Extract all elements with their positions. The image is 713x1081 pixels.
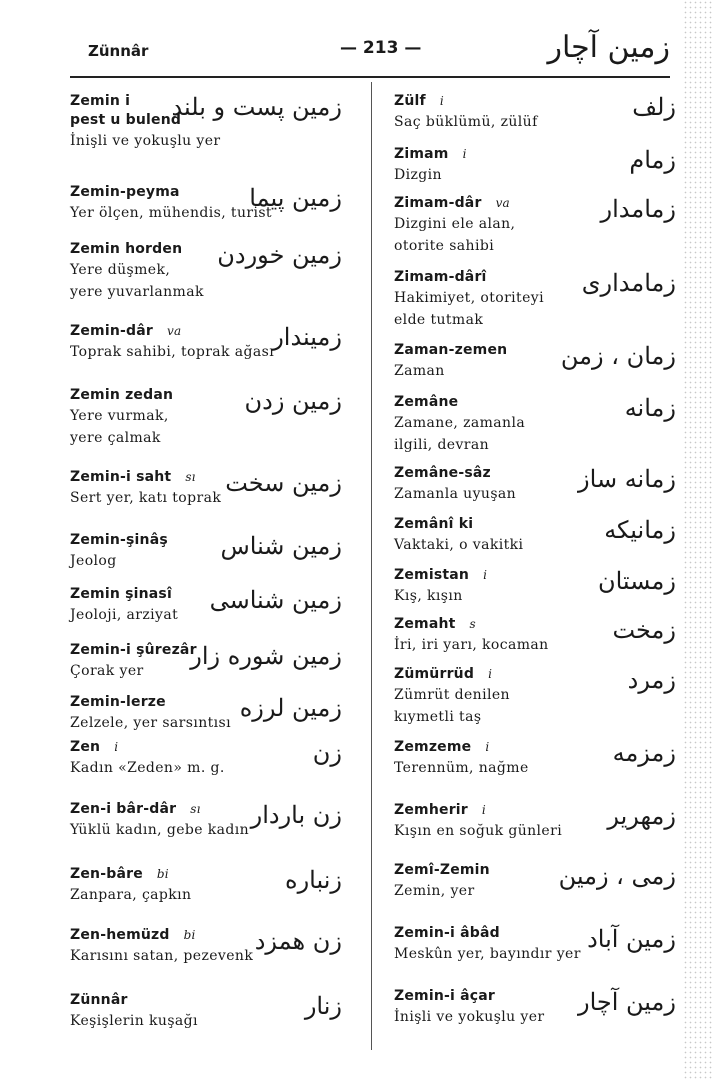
dictionary-entry [70,322,350,363]
dictionary-entry [394,268,684,331]
entry-definition: Zanpara, çapkın [70,887,192,903]
entry-definition: Zamanla uyuşan [394,486,517,502]
entry-grammar-tag: bi [183,928,196,942]
entry-definition: İnişli ve yokuşlu yer [394,1009,545,1025]
entry-headword: Zemistan [394,567,470,583]
entry-arabic-script: زمزمه [612,739,676,767]
header-rule [70,76,670,78]
entry-grammar-tag: i [114,740,119,754]
entry-arabic-script: زمیندار [272,323,342,351]
entry-headword: Zemin zedan [70,387,174,403]
entry-definition: kıymetli taş [394,709,482,725]
entry-arabic-script: زمین شوره زار [190,642,342,670]
entry-headword: Zemin i [70,93,131,109]
entry-arabic-script: زمین آچار [578,988,676,1016]
dictionary-entry [394,924,684,965]
entry-headword: Zümürrüd [394,666,475,682]
entry-headword: Zülf [394,93,426,109]
entry-definition: yere yuvarlanmak [70,284,204,300]
entry-arabic-script: زمامداری [581,269,676,297]
entry-definition: Yere vurmak, [70,408,169,424]
entry-grammar-tag: sı [190,802,201,816]
entry-definition: elde tutmak [394,312,484,328]
dictionary-entry [394,145,684,186]
entry-headword: Zemin-i saht [70,469,172,485]
entry-definition: Zamane, zamanla [394,415,526,431]
entry-arabic-script: زمخت [612,616,676,644]
entry-headword: Zemin-şinâş [70,532,168,548]
dictionary-entry [70,585,350,626]
entry-definition: Zelzele, yer sarsıntısı [70,715,232,731]
entry-definition: Jeoloji, arziyat [70,607,179,623]
header-guide-word: Zünnâr [88,42,149,60]
entry-grammar-tag: i [485,740,490,754]
entry-definition: Kış, kışın [394,588,463,604]
dictionary-entry [70,991,350,1032]
entry-grammar-tag: i [462,147,467,161]
entry-definition: Zaman [394,363,445,379]
entry-headword-line [70,738,350,757]
entry-headword: Zemin-i âbâd [394,925,500,941]
entry-arabic-script: زمین لرزه [239,694,342,722]
dictionary-entry [394,393,684,456]
entry-arabic-script: زمانیکه [604,516,676,544]
entry-headword: Zemzeme [394,739,472,755]
entry-headword: Zimam-dâr [394,195,482,211]
entry-definition: yere çalmak [70,430,161,446]
entry-definition: Zemin, yer [394,883,475,899]
entry-headword: Zemî-Zemin [394,862,490,878]
entry-definition: Çorak yer [70,663,144,679]
entry-arabic-script: زمین سخت [225,469,342,497]
entry-arabic-script: زن [312,739,342,767]
dictionary-entry [394,987,684,1028]
entry-arabic-script: زنباره [285,866,342,894]
entry-definition: Keşişlerin kuşağı [70,1013,198,1029]
entry-definition: ilgili, devran [394,437,490,453]
entry-headword: Zen [70,739,101,755]
entry-definition: Yüklü kadın, gebe kadın [70,822,250,838]
entry-headword: Zemaht [394,616,456,632]
entry-definition: Hakimiyet, otoriteyi [394,290,544,306]
entry-headword: Zemherir [394,802,468,818]
dictionary-entry [394,515,684,556]
dictionary-entry [394,861,684,902]
entry-headword: Zemin-lerze [70,694,166,710]
entry-definition: İnişli ve yokuşlu yer [70,133,221,149]
entry-grammar-tag: va [166,324,182,338]
dictionary-entry [70,92,350,152]
entry-definition: Vaktaki, o vakitki [394,537,524,553]
entry-definition: Karısını satan, pezevenk [70,948,254,964]
entry-headword: Zünnâr [70,992,128,1008]
dictionary-entry [70,865,350,906]
dictionary-entry [70,641,350,682]
entry-headword: Zemin-dâr [70,323,153,339]
entry-arabic-script: زمین آباد [587,925,676,953]
column-divider [371,82,372,1050]
dictionary-entry [394,801,684,842]
entry-definition: Sert yer, katı toprak [70,490,222,506]
dictionary-entry [70,183,350,224]
entry-arabic-script: زمین زدن [244,387,342,415]
entry-arabic-script: زمرد [627,666,676,694]
dictionary-entry [70,800,350,841]
entry-grammar-tag: i [439,94,444,108]
entry-headword: Zemâne [394,394,459,410]
entry-arabic-script: زمین شناسی [209,586,342,614]
dictionary-entry [394,738,684,779]
entry-headword: Zemin-i şûrezâr [70,642,197,658]
entry-definition: Terennüm, nağme [394,760,529,776]
entry-headword: Zemin horden [70,241,183,257]
entry-grammar-tag: sı [185,470,196,484]
entry-definition: Kışın en soğuk günleri [394,823,563,839]
entry-headword: Zen-bâre [70,866,143,882]
dictionary-entry [70,531,350,572]
dictionary-entry [394,615,684,656]
entry-grammar-tag: i [481,803,486,817]
dictionary-entry [70,738,350,779]
entry-headword: Zimam-dârî [394,269,487,285]
entry-arabic-script: زمانه [624,394,676,422]
entry-definition: Dizgini ele alan, [394,216,516,232]
entry-grammar-tag: i [488,667,493,681]
entry-arabic-script: زمهریر [607,802,676,830]
entry-headword: Zemin şinasî [70,586,172,602]
dictionary-entry [70,468,350,509]
header-arabic-guide-word: زمین آچار [547,30,670,65]
entry-arabic-script: زمین شناس [220,532,342,560]
entry-definition: Meskûn yer, bayındır yer [394,946,581,962]
entry-arabic-script: زلف [632,93,676,121]
entry-definition: Jeolog [70,553,117,569]
dictionary-entry [70,926,350,967]
entry-grammar-tag: s [469,617,476,631]
entry-definition: Saç büklümü, zülüf [394,114,538,130]
entry-headword: Zimam [394,146,449,162]
entry-headword: Zemâne-sâz [394,465,491,481]
entry-headword: Zemânî ki [394,516,474,532]
entry-arabic-script: زنار [304,992,342,1020]
dictionary-entry [70,693,350,734]
entry-arabic-script: زمانه ساز [578,465,676,493]
entry-arabic-script: زمین خوردن [217,241,342,269]
entry-arabic-script: زن همزد [254,927,342,955]
dictionary-entry [394,194,684,257]
entry-grammar-tag: bi [156,867,169,881]
entry-headword: Zaman-zemen [394,342,508,358]
entry-definition: İri, iri yarı, kocaman [394,637,549,653]
entry-definition: Dizgin [394,167,442,183]
dictionary-entry [394,341,684,382]
entry-arabic-script: زمام [629,146,676,174]
entry-definition: Yere düşmek, [70,262,171,278]
entry-definition: Yer ölçen, mühendis, turist [70,205,272,221]
entry-arabic-script: زمامدار [600,195,676,223]
entry-arabic-script: زمان ، زمن [560,342,676,370]
entry-headword: Zen-hemüzd [70,927,170,943]
entry-definition: Toprak sahibi, toprak ağası [70,344,275,360]
dictionary-entry [70,386,350,449]
page-number: — 213 — [340,38,422,58]
entry-headword: Zemin-i âçar [394,988,495,1004]
dictionary-entry [394,464,684,505]
entry-headword: Zemin-peyma [70,184,180,200]
entry-arabic-script: زمستان [597,567,676,595]
entry-arabic-script: زن باردار [250,801,342,829]
entry-headword: Zen-i bâr-dâr [70,801,177,817]
entry-arabic-script: زمی ، زمین [558,862,676,890]
dictionary-entry [394,566,684,607]
entry-definition: Zümrüt denilen [394,687,510,703]
dictionary-entry [70,240,350,303]
entry-grammar-tag: va [495,196,510,210]
entry-definition: otorite sahibi [394,238,495,254]
entry-arabic-script: زمین پیما [249,184,342,212]
dictionary-entry [394,665,684,728]
dictionary-entry [394,92,684,133]
page-edge-speckle [683,0,713,1081]
entry-definition: Kadın «Zeden» m. g. [70,760,225,776]
entry-grammar-tag: i [483,568,488,582]
entry-arabic-script: زمین پست و بلند [171,93,342,121]
entry-headword-continued: pest u bulend [70,112,182,128]
